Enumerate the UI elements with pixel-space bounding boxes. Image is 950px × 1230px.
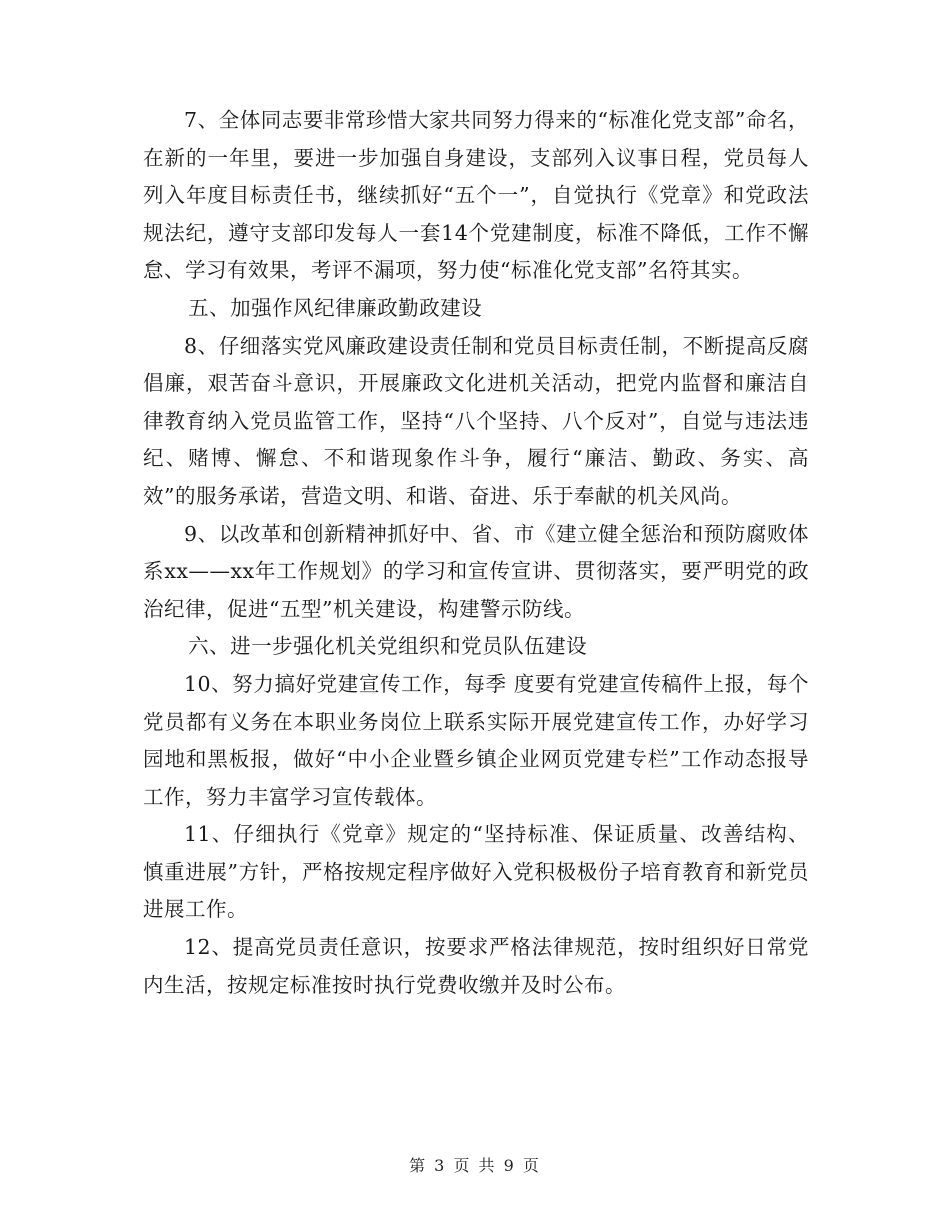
section-heading-6: 六、进一步强化机关党组织和党员队伍建设 [188, 634, 588, 659]
paragraph-10: 10、努力搞好党建宣传工作，每季 度要有党建宣传稿件上报，每个党员都有义务在本职业务岗位上联系实际开展党建宣传工作，办好学习园地和黑板报，做好“中小企业暨乡镇企业网页党建专栏”工作动态报导工作，努力丰富学习宣传载体。 [143, 671, 809, 809]
paragraph-7: 7、全体同志要非常珍惜大家共同努力得来的“标准化党支部”命名，在新的一年里，要进一步加强自身建设，支部列入议事日程，党员每人列入年度目标责任书，继续抓好“五个一”，自觉执行《党章》和党政法规法纪，遵守支部印发每人一套14个党建制度，标准不降低，工作不懈怠、学习有效果，考评不漏项，努力使“标准化党支部”名符其实。 [143, 108, 809, 283]
page-number-footer: 第 3 页 共 9 页 [409, 1156, 541, 1175]
paragraph-12: 12、提高党员责任意识，按要求严格法律规范，按时组织好日常党内生活，按规定标准按时执行党费收缴并及时公布。 [143, 935, 809, 997]
paragraph-9: 9、以改革和创新精神抓好中、省、市《建立健全惩治和预防腐败体系xx——xx年工作规划》的学习和宣传宣讲、贯彻落实，要严明党的政治纪律，促进“五型”机关建设，构建警示防线。 [143, 521, 809, 621]
document-body [143, 102, 809, 1004]
section-heading-5: 五、加强作风纪律廉政勤政建设 [188, 295, 483, 320]
paragraph-11: 11、仔细执行《党章》规定的“坚持标准、保证质量、改善结构、慎重进展”方针，严格按规定程序做好入党积极极份子培育教育和新党员进展工作。 [143, 822, 809, 922]
paragraph-8: 8、仔细落实党风廉政建设责任制和党员目标责任制，不断提高反腐倡廉，艰苦奋斗意识，开展廉政文化进机关活动，把党内监督和廉洁自律教育纳入党员监管工作，坚持“八个坚持、八个反对”，自觉与违法违纪、赌博、懈怠、不和谐现象作斗争，履行“廉洁、勤政、务实、高效”的服务承诺，营造文明、和谐、奋进、乐于奉献的机关风尚。 [143, 333, 809, 508]
